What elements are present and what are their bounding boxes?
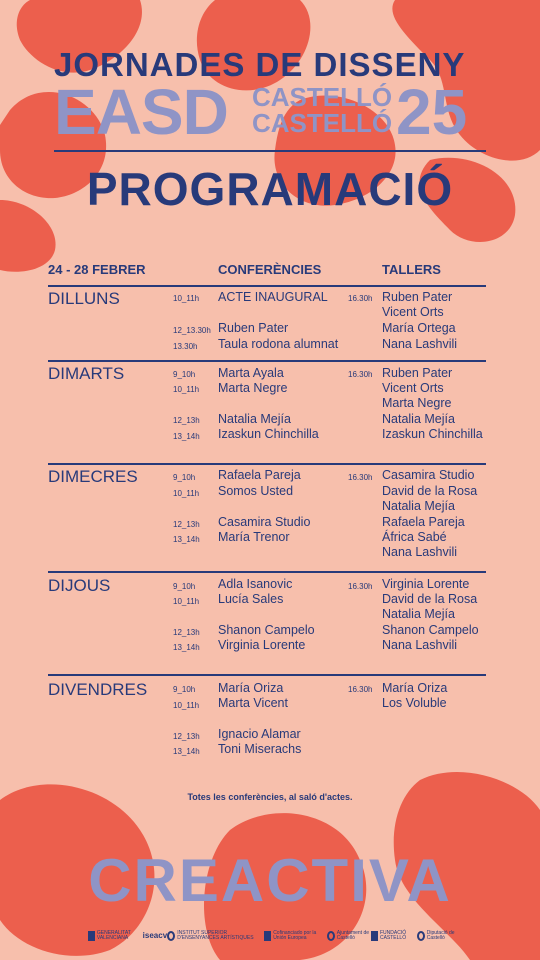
workshop-time: 16.30h (348, 582, 373, 591)
conference-time: 9_10h (173, 582, 196, 591)
conference-name: Ignacio Alamar (218, 727, 301, 741)
conference-time: 10_11h (173, 489, 200, 498)
conference-time: 12_13h (173, 628, 200, 637)
conference-name: Shanon Campelo (218, 623, 315, 637)
workshop-name: David de la Rosa (382, 592, 478, 606)
isea-logo: INSTITUT SUPERIOR D'ENSENYANCES ARTÍSTIQUES (167, 931, 264, 942)
conference-name: Adla Isanovic (218, 577, 293, 591)
workshop-name: Nana Lashvili (382, 545, 458, 559)
generalitat-logo: GENERALITAT VALENCIANA (88, 931, 143, 942)
conference-name: Ruben Pater (218, 321, 289, 335)
workshop-name: Vicent Orts (382, 381, 444, 395)
conference-name: Lucía Sales (218, 592, 284, 606)
isea-circle-mark-icon (167, 931, 175, 941)
workshop-name: David de la Rosa (382, 484, 478, 498)
day-separator (48, 674, 486, 676)
day-separator (48, 463, 486, 465)
workshop-name: Natalia Mejía (382, 499, 455, 513)
day-separator (48, 360, 486, 362)
conference-name: Virginia Lorente (218, 638, 306, 652)
workshop-name: Virginia Lorente (382, 577, 470, 591)
generalitat-mark-icon (88, 931, 95, 941)
conference-name: Rafaela Pareja (218, 468, 301, 482)
workshop-name: Rafaela Pareja (382, 515, 465, 529)
workshop-name: Natalia Mejía (382, 607, 455, 621)
conference-name: Somos Usted (218, 484, 294, 498)
workshop-name: Casamira Studio (382, 468, 475, 482)
workshops-header: TALLERS (382, 262, 441, 277)
workshop-name: Ruben Pater (382, 366, 453, 380)
conference-time: 10_11h (173, 701, 200, 710)
workshop-name: África Sabé (382, 530, 447, 544)
year-mark: 25 (396, 76, 468, 148)
conference-name: Natalia Mejía (218, 412, 291, 426)
diputacio-mark-icon (417, 931, 425, 941)
eu-logo: Cofinanciado por la Unión Europea (264, 931, 327, 942)
day-name: DIVENDRES (48, 680, 148, 699)
event-title: JORNADES DE DISSENY (54, 46, 466, 83)
diputacio-logo: Diputació de Castelló (417, 931, 458, 942)
conference-name: Marta Negre (218, 381, 288, 395)
castello-logo: Ajuntament de Castelló (327, 931, 371, 942)
day-name: DIMECRES (48, 467, 138, 486)
conference-time: 12_13h (173, 520, 200, 529)
conference-time: 10_11h (173, 294, 200, 303)
day-name: DIJOUS (48, 576, 111, 595)
day-separator (48, 285, 486, 287)
fundacio-mark-icon (371, 931, 378, 941)
workshop-name: Natalia Mejía (382, 412, 455, 426)
venue-note: Totes les conferències, al saló d'actes. (187, 792, 353, 802)
workshop-name: Izaskun Chinchilla (382, 427, 483, 441)
workshop-name: Shanon Campelo (382, 623, 479, 637)
conference-name: Taula rodona alumnat (218, 337, 339, 351)
conference-name: Marta Ayala (218, 366, 284, 380)
conference-name: Izaskun Chinchilla (218, 427, 319, 441)
conference-time: 13.30h (173, 342, 198, 351)
sponsor-logos (88, 928, 458, 944)
city-line-1: CASTELLÓ (252, 82, 393, 112)
conference-time: 9_10h (173, 370, 196, 379)
workshop-time: 16.30h (348, 294, 373, 303)
conference-time: 13_14h (173, 643, 200, 652)
conference-time: 12_13h (173, 416, 200, 425)
conference-time: 13_14h (173, 747, 200, 756)
header-rule (54, 150, 486, 152)
workshop-time: 16.30h (348, 370, 373, 379)
conferences-header: CONFERÈNCIES (218, 262, 322, 277)
day-name: DIMARTS (48, 364, 125, 383)
workshop-name: Marta Negre (382, 396, 452, 410)
workshop-name: Nana Lashvili (382, 337, 458, 351)
workshop-name: Vicent Orts (382, 305, 444, 319)
workshop-name: Nana Lashvili (382, 638, 458, 652)
city-line-2: CASTELLÓ (252, 108, 393, 138)
dates-header: 24 - 28 FEBRER (48, 262, 146, 277)
day-name: DILLUNS (48, 289, 120, 308)
conference-name: ACTE INAUGURAL (218, 290, 328, 304)
conference-name: Marta Vicent (218, 696, 288, 710)
easd-wordmark: EASD (54, 76, 228, 148)
workshop-time: 16.30h (348, 473, 373, 482)
conference-time: 12_13h (173, 732, 200, 741)
castello-crest-icon (327, 931, 335, 941)
conference-name: María Oriza (218, 681, 284, 695)
conference-time: 10_11h (173, 385, 200, 394)
conference-time: 9_10h (173, 685, 196, 694)
conference-time: 13_14h (173, 432, 200, 441)
workshop-name: Ruben Pater (382, 290, 453, 304)
fundacio-logo: FUNDACIÓ CASTELLÓ (371, 931, 417, 942)
workshop-name: María Ortega (382, 321, 456, 335)
workshop-time: 16.30h (348, 685, 373, 694)
day-separator (48, 571, 486, 573)
conference-time: 12_13.30h (173, 326, 211, 335)
footer-wordmark: CREACTIVA (88, 847, 452, 914)
conference-name: Casamira Studio (218, 515, 311, 529)
conference-name: Toni Miserachs (218, 742, 302, 756)
workshop-name: Los Voluble (382, 696, 447, 710)
workshop-name: María Oriza (382, 681, 448, 695)
conference-time: 13_14h (173, 535, 200, 544)
iseacv-logo: iseacv (142, 930, 168, 940)
conference-time: 10_11h (173, 597, 200, 606)
conference-name: María Trenor (218, 530, 290, 544)
conference-time: 9_10h (173, 473, 196, 482)
page-title: PROGRAMACIÓ (86, 163, 454, 215)
eu-flag-icon (264, 931, 271, 941)
